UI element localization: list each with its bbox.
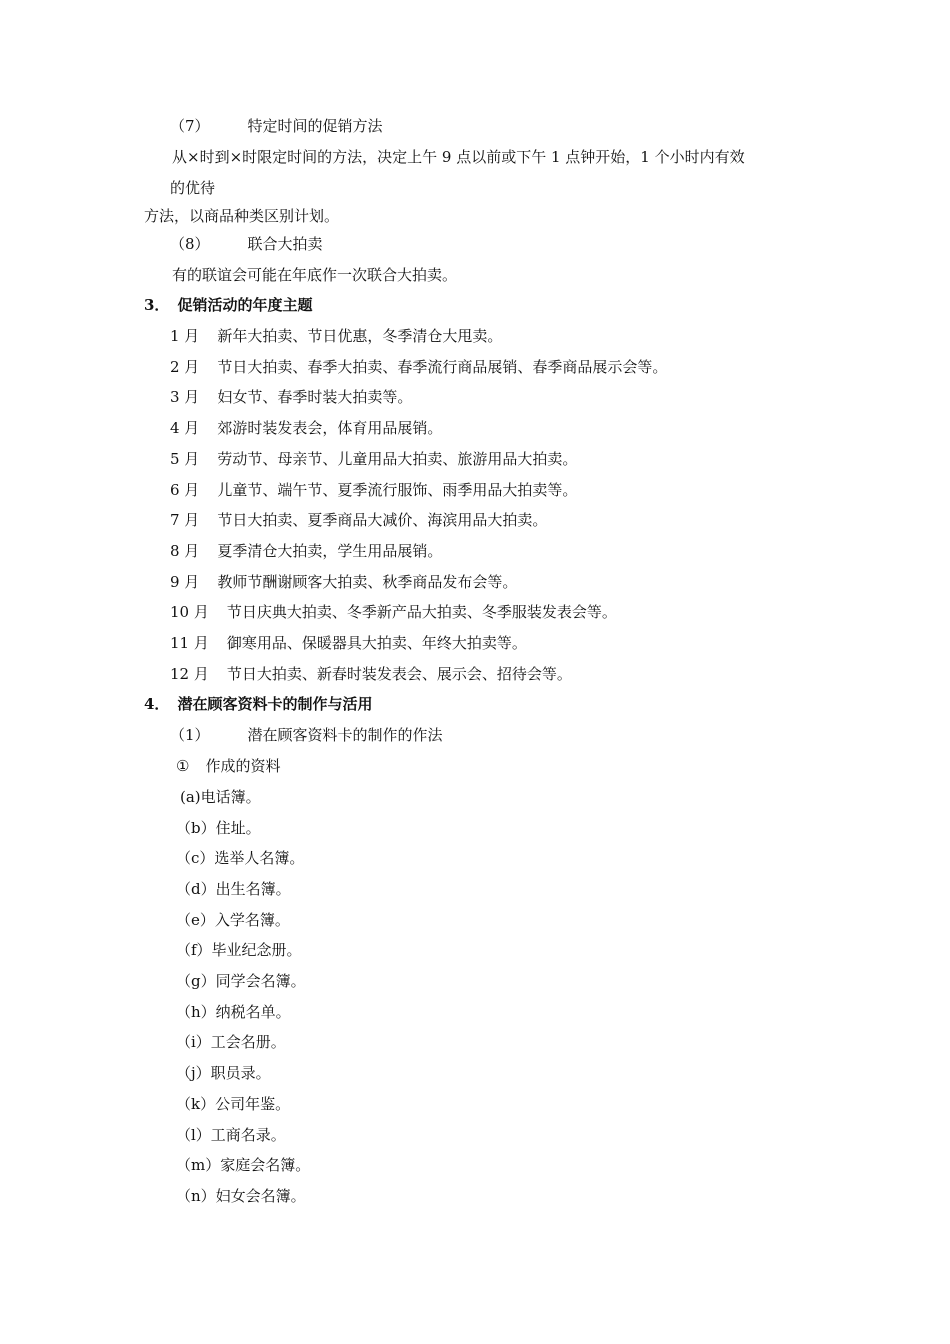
section-7-heading xyxy=(170,116,383,136)
month-label: 12 月 xyxy=(170,665,209,683)
month-text: 劳动节、母亲节、儿童用品大拍卖、旅游用品大拍卖。 xyxy=(217,450,578,468)
heading-3-number: 3． xyxy=(144,296,170,314)
heading-4-number: 4． xyxy=(144,695,170,713)
month-item xyxy=(170,541,442,561)
section-8-number: （8） xyxy=(170,235,210,253)
month-item xyxy=(170,387,412,407)
heading-4 xyxy=(144,694,372,714)
month-label: 6 月 xyxy=(170,481,200,499)
section-8-heading xyxy=(170,234,323,254)
section-8-body: 有的联谊会可能在年底作一次联合大拍卖。 xyxy=(172,266,458,284)
circled-item-title: 作成的资料 xyxy=(205,757,281,775)
list-item: （d）出生名簿。 xyxy=(176,880,291,898)
month-item xyxy=(170,664,572,684)
month-label: 10 月 xyxy=(170,603,209,621)
list-item: （g）同学会名簿。 xyxy=(176,972,306,990)
month-label: 7 月 xyxy=(170,511,200,529)
section-8-title: 联合大拍卖 xyxy=(247,235,323,253)
section-7-body-line-1: 从×时到×时限定时间的方法，决定上午 9 点以前或下午 1 点钟开始，1 个小时内有效 xyxy=(172,148,745,166)
month-text: 节日庆典大拍卖、冬季新产品大拍卖、冬季服装发表会等。 xyxy=(226,603,617,621)
list-item: （h）纳税名单。 xyxy=(176,1003,291,1021)
section-7-body-line-3: 方法，以商品种类区别计划。 xyxy=(144,207,340,225)
circled-item-1 xyxy=(176,756,280,776)
section-7-body-line-2: 的优待 xyxy=(170,179,216,197)
month-text: 儿童节、端午节、夏季流行服饰、雨季用品大拍卖等。 xyxy=(217,481,578,499)
month-item xyxy=(170,480,577,500)
list-item: （f）毕业纪念册。 xyxy=(176,941,302,959)
heading-3 xyxy=(144,295,312,315)
subsection-1-number: （1） xyxy=(170,726,210,744)
month-text: 夏季清仓大拍卖，学生用品展销。 xyxy=(217,542,443,560)
month-item xyxy=(170,633,527,653)
month-label: 5 月 xyxy=(170,450,200,468)
month-item xyxy=(170,602,617,622)
list-item: （i）工会名册。 xyxy=(176,1033,286,1051)
month-label: 9 月 xyxy=(170,573,200,591)
list-item: （j）职员录。 xyxy=(176,1064,271,1082)
heading-3-title: 促销活动的年度主题 xyxy=(177,296,313,314)
month-text: 妇女节、春季时装大拍卖等。 xyxy=(217,388,413,406)
month-text: 新年大拍卖、节日优惠，冬季清仓大甩卖。 xyxy=(217,327,503,345)
subsection-1-title: 潜在顾客资料卡的制作的作法 xyxy=(247,726,443,744)
month-item xyxy=(170,572,517,592)
month-item xyxy=(170,357,667,377)
month-label: 2 月 xyxy=(170,358,200,376)
month-label: 4 月 xyxy=(170,419,200,437)
month-label: 11 月 xyxy=(170,634,209,652)
month-label: 3 月 xyxy=(170,388,200,406)
month-text: 教师节酬谢顾客大拍卖、秋季商品发布会等。 xyxy=(217,573,518,591)
month-text: 节日大拍卖、新春时装发表会、展示会、招待会等。 xyxy=(226,665,572,683)
section-7-title: 特定时间的促销方法 xyxy=(247,117,383,135)
list-item: (a)电话簿。 xyxy=(180,788,261,806)
month-label: 8 月 xyxy=(170,542,200,560)
month-item xyxy=(170,449,577,469)
month-label: 1 月 xyxy=(170,327,200,345)
month-text: 节日大拍卖、夏季商品大减价、海滨用品大拍卖。 xyxy=(217,511,548,529)
month-item xyxy=(170,510,547,530)
month-text: 御寒用品、保暖器具大拍卖、年终大拍卖等。 xyxy=(226,634,527,652)
month-item xyxy=(170,418,442,438)
month-text: 节日大拍卖、春季大拍卖、春季流行商品展销、春季商品展示会等。 xyxy=(217,358,668,376)
heading-4-title: 潜在顾客资料卡的制作与活用 xyxy=(177,695,373,713)
section-7-number: （7） xyxy=(170,117,210,135)
month-text: 郊游时装发表会，体育用品展销。 xyxy=(217,419,443,437)
circled-number: ① xyxy=(176,757,190,775)
list-item: （e）入学名簿。 xyxy=(176,911,290,929)
list-item: （m）家庭会名簿。 xyxy=(176,1156,311,1174)
list-item: （l）工商名录。 xyxy=(176,1126,286,1144)
list-item: （k）公司年鉴。 xyxy=(176,1095,291,1113)
list-item: （b）住址。 xyxy=(176,819,261,837)
list-item: （n）妇女会名簿。 xyxy=(176,1187,306,1205)
subsection-1-heading xyxy=(170,725,443,745)
list-item: （c）选举人名簿。 xyxy=(176,849,305,867)
month-item xyxy=(170,326,502,346)
